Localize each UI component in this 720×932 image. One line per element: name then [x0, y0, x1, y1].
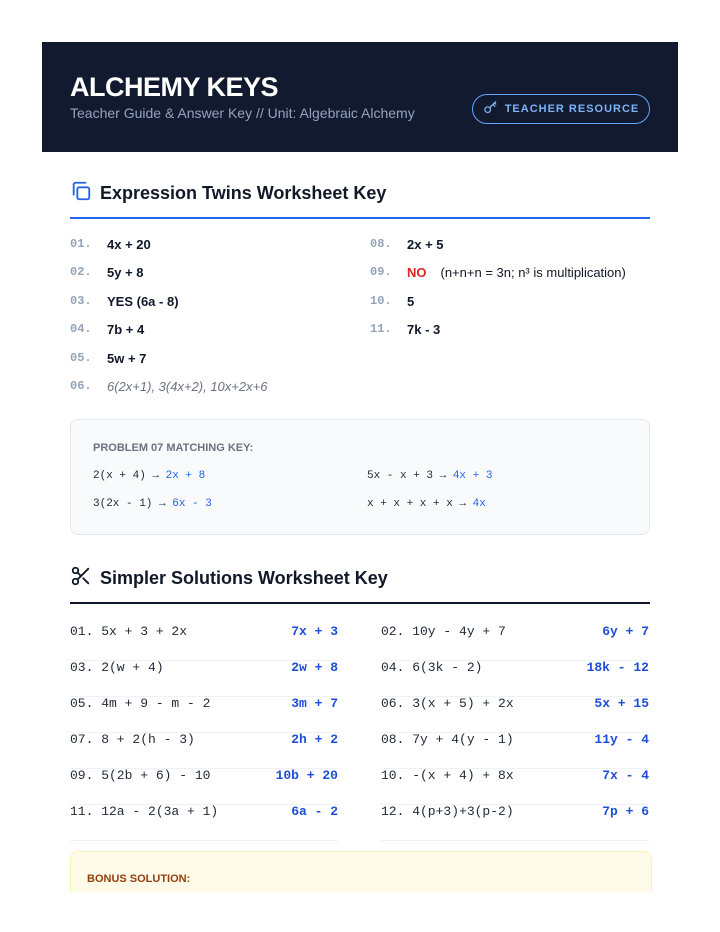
- item-answer: 7k - 3: [407, 322, 441, 338]
- matching-expression: 5x - x + 3 →: [367, 470, 453, 482]
- table-row: [70, 804, 338, 841]
- table-row: [381, 732, 649, 769]
- item-answer: 5w + 7: [107, 350, 147, 366]
- matching-item: [367, 470, 492, 482]
- item-answer: 7b + 4: [107, 322, 145, 338]
- item-answer: 6(2x+1), 3(4x+2), 10x+2x+6: [107, 378, 268, 394]
- twins-answer-list: [70, 237, 650, 405]
- solution-text: 11y - 4: [594, 732, 649, 747]
- item-note: (n+n+n = 3n; n³ is multiplication): [440, 265, 626, 281]
- table-row: [70, 696, 338, 733]
- list-item: [70, 322, 267, 350]
- section-divider: [70, 602, 650, 604]
- matching-expression: 2(x + 4) →: [93, 470, 166, 482]
- solution-text: 10b + 20: [275, 768, 338, 783]
- problem-text: 01. 5x + 3 + 2x: [70, 624, 188, 639]
- solution-text: 18k - 12: [586, 660, 649, 675]
- item-number: 04.: [70, 322, 92, 337]
- table-row: [381, 624, 649, 661]
- problem-text: 02. 10y - 4y + 7: [381, 624, 506, 639]
- badge-label: TEACHER RESOURCE: [504, 103, 640, 115]
- list-item: [70, 265, 267, 293]
- list-item: [370, 294, 626, 322]
- matching-item: [367, 498, 486, 510]
- section-title: Expression Twins Worksheet Key: [100, 183, 387, 203]
- section-divider: [70, 217, 650, 219]
- list-item: [370, 237, 626, 265]
- list-item: [370, 322, 626, 350]
- table-row: [381, 660, 649, 697]
- item-number: 03.: [70, 293, 92, 308]
- copy-icon: [70, 180, 92, 207]
- item-answer: NO: [407, 265, 427, 281]
- matching-answer: 4x + 3: [452, 470, 493, 482]
- simpler-solutions-section: [70, 565, 650, 843]
- problem-text: 07. 8 + 2(h - 3): [70, 732, 195, 747]
- section-title: Simpler Solutions Worksheet Key: [100, 568, 388, 588]
- answer-key-page: [42, 42, 678, 152]
- solution-text: 2w + 8: [291, 660, 338, 675]
- list-item: [370, 265, 626, 293]
- problem-text: 12. 4(p+3)+3(p-2): [381, 804, 514, 819]
- item-number: 02.: [70, 265, 92, 280]
- table-row: [381, 768, 649, 805]
- solution-text: 2h + 2: [291, 732, 338, 747]
- key-icon: [483, 100, 498, 118]
- item-number: 11.: [370, 322, 392, 337]
- table-row: [381, 804, 649, 841]
- list-item: [70, 237, 267, 265]
- item-answer: 4x + 20: [107, 237, 151, 252]
- solution-text: 7x - 4: [602, 768, 649, 783]
- list-item: [70, 379, 267, 407]
- scissors-icon: [70, 565, 92, 592]
- solution-text: 7x + 3: [291, 624, 338, 639]
- item-answer: 5: [407, 293, 415, 309]
- matching-item: [93, 498, 212, 510]
- matching-expression: x + x + x + x →: [367, 498, 473, 510]
- section-header: [70, 565, 650, 602]
- matching-expression: 3(2x - 1) →: [93, 498, 173, 510]
- teacher-resource-badge: [472, 94, 650, 124]
- item-number: 06.: [70, 378, 92, 393]
- item-number: 09.: [370, 265, 392, 280]
- solution-text: 7p + 6: [602, 804, 649, 819]
- twins-left-column: [70, 237, 267, 407]
- solution-text: 6y + 7: [602, 624, 649, 639]
- table-row: [70, 624, 338, 661]
- matching-answer: 4x: [472, 498, 486, 510]
- item-answer: 2x + 5: [407, 237, 444, 252]
- item-number: 08.: [370, 237, 392, 251]
- solution-text: 6a - 2: [291, 804, 338, 819]
- section-header: [70, 180, 650, 217]
- matching-key-box: [70, 419, 650, 535]
- item-answer: 5y + 8: [107, 265, 144, 281]
- bonus-solution-box: [70, 851, 652, 892]
- problem-text: 04. 6(3k - 2): [381, 660, 483, 675]
- table-row: [381, 696, 649, 733]
- problem-text: 09. 5(2b + 6) - 10: [70, 768, 211, 783]
- header-subtitle: Teacher Guide & Answer Key // Unit: Algebraic Alchemy: [70, 105, 415, 121]
- item-number: 01.: [70, 237, 92, 251]
- item-answer: YES (6a - 8): [107, 293, 179, 309]
- header-banner: [42, 42, 678, 152]
- expression-twins-section: [70, 180, 650, 535]
- solution-text: 5x + 15: [594, 696, 649, 711]
- matching-item: [93, 470, 205, 482]
- table-row: [70, 732, 338, 769]
- matching-answer: 2x + 8: [165, 470, 206, 482]
- list-item: [70, 351, 267, 379]
- problem-text: 03. 2(w + 4): [70, 660, 164, 675]
- solution-text: 3m + 7: [291, 696, 338, 711]
- simpler-answer-grid: [70, 618, 650, 843]
- table-row: [70, 660, 338, 697]
- matching-title: PROBLEM 07 MATCHING KEY:: [93, 442, 254, 454]
- bonus-label: BONUS SOLUTION:: [87, 873, 191, 885]
- brand-title: ALCHEMY KEYS: [70, 72, 279, 102]
- problem-text: 10. -(x + 4) + 8x: [381, 768, 514, 783]
- twins-right-column: [370, 237, 626, 351]
- table-row: [70, 768, 338, 805]
- item-number: 10.: [370, 293, 392, 308]
- problem-text: 08. 7y + 4(y - 1): [381, 732, 514, 747]
- item-number: 05.: [70, 350, 92, 365]
- problem-text: 06. 3(x + 5) + 2x: [381, 696, 514, 711]
- problem-text: 05. 4m + 9 - m - 2: [70, 696, 211, 711]
- matching-answer: 6x - 3: [172, 498, 212, 510]
- list-item: [70, 294, 267, 322]
- problem-text: 11. 12a - 2(3a + 1): [70, 804, 219, 819]
